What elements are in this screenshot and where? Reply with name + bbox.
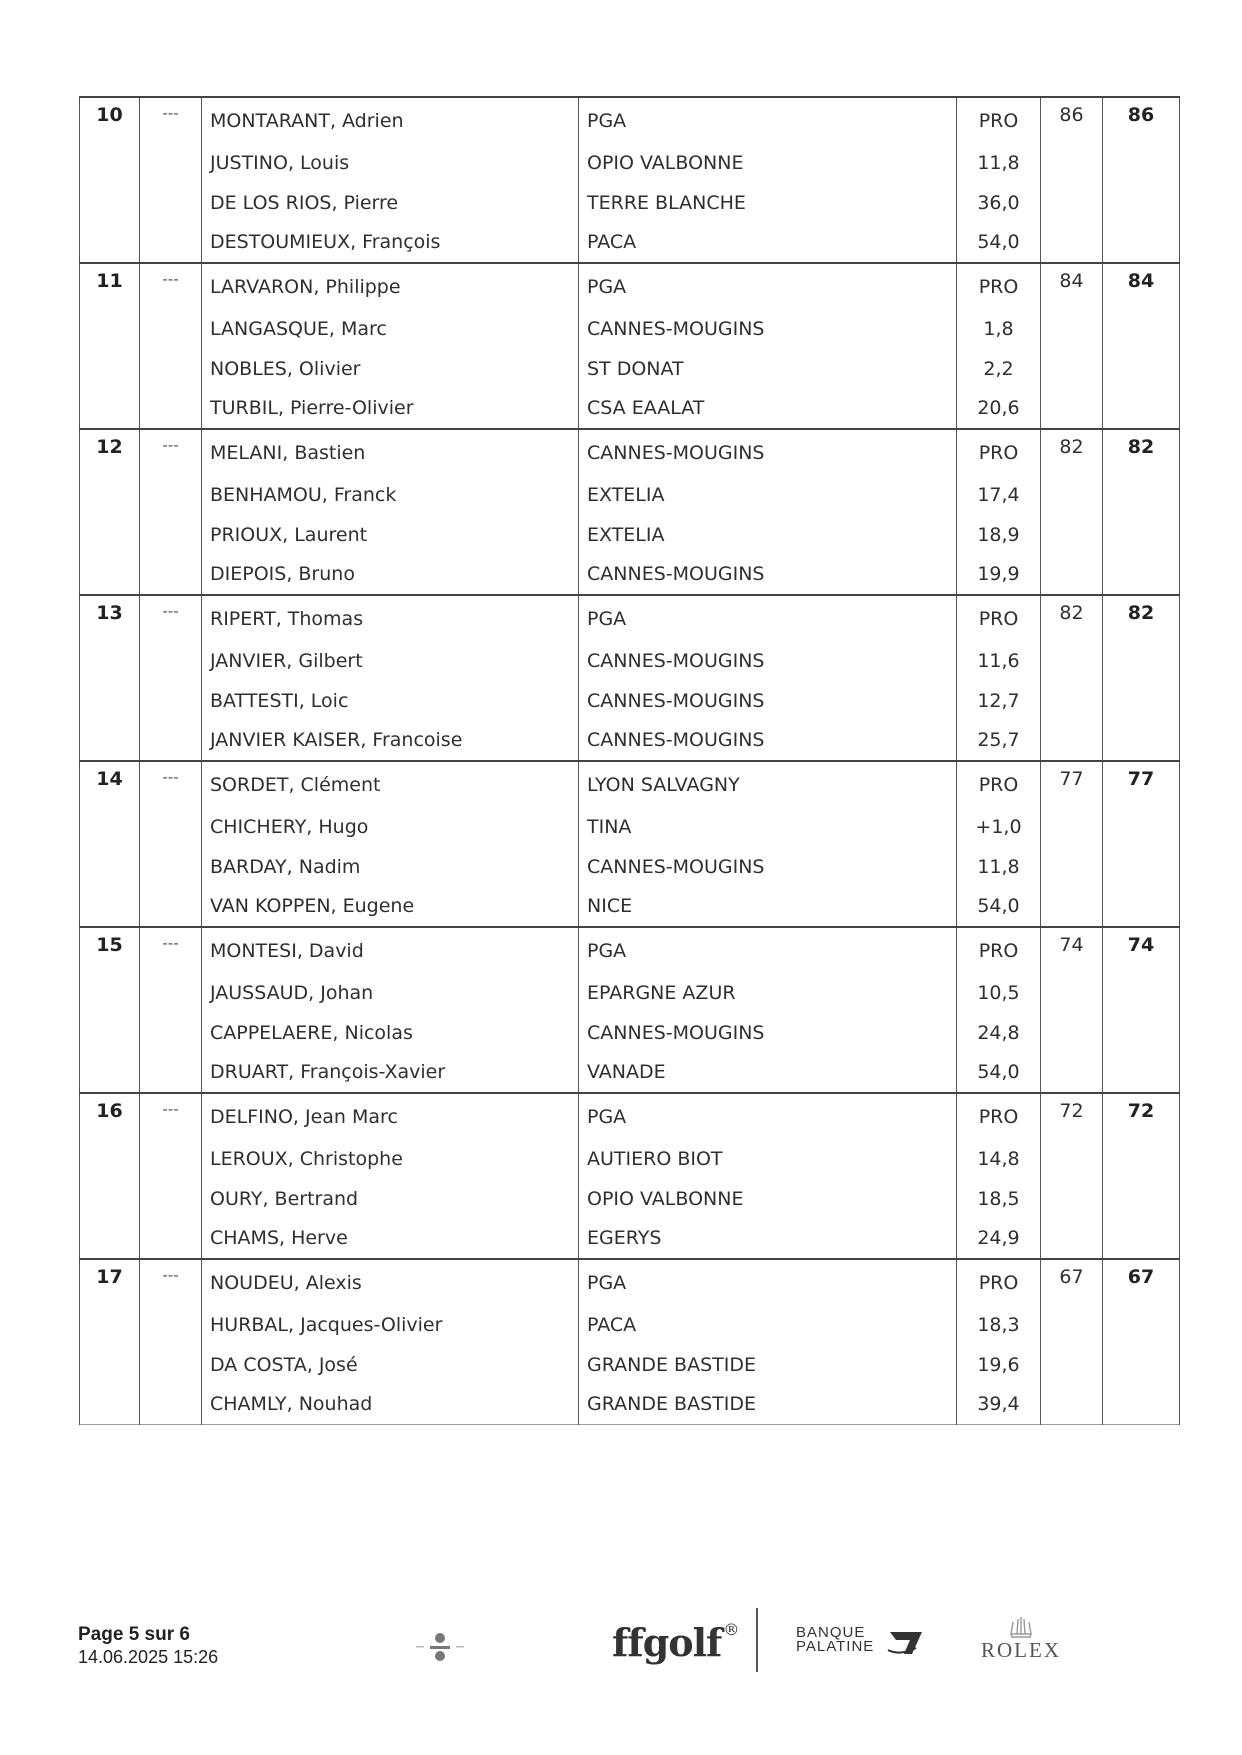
player-row <box>80 97 1180 144</box>
rank-mark <box>140 1345 202 1385</box>
player-name: JAUSSAUD, Johan <box>202 974 579 1014</box>
team-rank: 12 <box>80 429 140 476</box>
team-rank <box>80 721 140 762</box>
player-row <box>80 515 1180 555</box>
player-row <box>80 476 1180 516</box>
team-score: 82 <box>1041 595 1103 642</box>
player-row <box>80 1345 1180 1385</box>
player-row <box>80 429 1180 476</box>
rank-mark <box>140 1140 202 1180</box>
player-row <box>80 144 1180 184</box>
team-rank <box>80 555 140 596</box>
team-total <box>1103 144 1180 184</box>
player-row <box>80 223 1180 264</box>
rank-mark: --- <box>140 263 202 310</box>
player-index: 54,0 <box>957 887 1041 928</box>
rolex-logo <box>976 1616 1066 1663</box>
rank-mark <box>140 1013 202 1053</box>
player-index: 24,9 <box>957 1219 1041 1260</box>
player-row <box>80 349 1180 389</box>
rolex-crown-icon <box>1008 1616 1034 1638</box>
team-total: 86 <box>1103 97 1180 144</box>
team-total: 72 <box>1103 1093 1180 1140</box>
player-name: JANVIER KAISER, Francoise <box>202 721 579 762</box>
rank-mark <box>140 310 202 350</box>
player-club: AUTIERO BIOT <box>579 1140 957 1180</box>
player-club: CANNES-MOUGINS <box>579 1013 957 1053</box>
player-name: OURY, Bertrand <box>202 1179 579 1219</box>
player-name: MONTARANT, Adrien <box>202 97 579 144</box>
player-index: 18,9 <box>957 515 1041 555</box>
team-score: 84 <box>1041 263 1103 310</box>
rank-mark <box>140 1385 202 1425</box>
player-index: 20,6 <box>957 389 1041 430</box>
team-total <box>1103 681 1180 721</box>
player-index: 36,0 <box>957 183 1041 223</box>
player-name: NOBLES, Olivier <box>202 349 579 389</box>
player-name: RIPERT, Thomas <box>202 595 579 642</box>
team-rank <box>80 808 140 848</box>
player-club: ST DONAT <box>579 349 957 389</box>
team-group <box>80 595 1180 761</box>
player-club: CSA EAALAT <box>579 389 957 430</box>
player-index: 12,7 <box>957 681 1041 721</box>
player-name: DELFINO, Jean Marc <box>202 1093 579 1140</box>
player-club: TERRE BLANCHE <box>579 183 957 223</box>
player-index: PRO <box>957 761 1041 808</box>
team-total: 74 <box>1103 927 1180 974</box>
page-number: Page 5 sur 6 <box>78 1624 190 1645</box>
team-total <box>1103 389 1180 430</box>
player-row <box>80 1093 1180 1140</box>
player-index: +1,0 <box>957 808 1041 848</box>
player-name: BATTESTI, Loic <box>202 681 579 721</box>
team-score <box>1041 887 1103 928</box>
team-rank <box>80 887 140 928</box>
player-club: PGA <box>579 263 957 310</box>
player-row <box>80 1259 1180 1306</box>
team-score <box>1041 681 1103 721</box>
team-total <box>1103 349 1180 389</box>
player-row <box>80 721 1180 762</box>
rank-mark: --- <box>140 927 202 974</box>
team-rank: 17 <box>80 1259 140 1306</box>
player-club: LYON SALVAGNY <box>579 761 957 808</box>
player-name: CHAMS, Herve <box>202 1219 579 1260</box>
team-rank <box>80 223 140 264</box>
player-row <box>80 681 1180 721</box>
print-timestamp: 14.06.2025 15:26 <box>78 1647 219 1667</box>
rank-mark <box>140 1053 202 1094</box>
team-rank <box>80 1053 140 1094</box>
rank-mark <box>140 1179 202 1219</box>
player-name: LEROUX, Christophe <box>202 1140 579 1180</box>
team-rank <box>80 681 140 721</box>
team-group <box>80 1259 1180 1425</box>
team-score: 72 <box>1041 1093 1103 1140</box>
player-name: VAN KOPPEN, Eugene <box>202 887 579 928</box>
player-row <box>80 310 1180 350</box>
player-name: BENHAMOU, Franck <box>202 476 579 516</box>
rank-mark <box>140 555 202 596</box>
team-score <box>1041 1179 1103 1219</box>
player-index: 18,3 <box>957 1306 1041 1346</box>
team-total <box>1103 1179 1180 1219</box>
player-index: PRO <box>957 1093 1041 1140</box>
team-score <box>1041 1385 1103 1425</box>
player-row <box>80 263 1180 310</box>
player-club: NICE <box>579 887 957 928</box>
results-table <box>79 96 1180 1425</box>
team-rank <box>80 1385 140 1425</box>
team-group <box>80 263 1180 429</box>
player-index: 54,0 <box>957 223 1041 264</box>
team-total <box>1103 974 1180 1014</box>
player-name: JANVIER, Gilbert <box>202 642 579 682</box>
team-rank <box>80 847 140 887</box>
player-index: 14,8 <box>957 1140 1041 1180</box>
team-score <box>1041 1140 1103 1180</box>
player-index: PRO <box>957 595 1041 642</box>
team-group <box>80 1093 1180 1259</box>
player-row <box>80 1306 1180 1346</box>
team-rank: 14 <box>80 761 140 808</box>
player-row <box>80 887 1180 928</box>
team-score <box>1041 476 1103 516</box>
rank-mark <box>140 223 202 264</box>
rank-mark <box>140 721 202 762</box>
team-total <box>1103 555 1180 596</box>
player-row <box>80 642 1180 682</box>
team-total <box>1103 515 1180 555</box>
team-total: 67 <box>1103 1259 1180 1306</box>
rank-mark <box>140 974 202 1014</box>
player-name: CAPPELAERE, Nicolas <box>202 1013 579 1053</box>
team-rank <box>80 515 140 555</box>
player-row <box>80 555 1180 596</box>
player-index: 17,4 <box>957 476 1041 516</box>
player-club: TINA <box>579 808 957 848</box>
player-index: PRO <box>957 97 1041 144</box>
player-club: PGA <box>579 595 957 642</box>
player-index: 19,9 <box>957 555 1041 596</box>
rank-mark <box>140 349 202 389</box>
team-total <box>1103 1385 1180 1425</box>
rank-mark: --- <box>140 97 202 144</box>
player-club: OPIO VALBONNE <box>579 1179 957 1219</box>
rank-mark: --- <box>140 1259 202 1306</box>
rank-mark <box>140 144 202 184</box>
team-score <box>1041 389 1103 430</box>
palatine-wordmark: BANQUE PALATINE <box>796 1624 875 1655</box>
team-score <box>1041 974 1103 1014</box>
footer-divider <box>756 1608 758 1672</box>
team-rank <box>80 476 140 516</box>
team-score <box>1041 555 1103 596</box>
team-score <box>1041 1013 1103 1053</box>
player-name: CHAMLY, Nouhad <box>202 1385 579 1425</box>
player-index: 19,6 <box>957 1345 1041 1385</box>
player-row <box>80 1385 1180 1425</box>
player-name: CHICHERY, Hugo <box>202 808 579 848</box>
team-score <box>1041 349 1103 389</box>
player-club: CANNES-MOUGINS <box>579 721 957 762</box>
player-name: DA COSTA, José <box>202 1345 579 1385</box>
player-index: 54,0 <box>957 1053 1041 1094</box>
player-index: 10,5 <box>957 974 1041 1014</box>
team-rank: 13 <box>80 595 140 642</box>
team-score <box>1041 1053 1103 1094</box>
player-index: 11,6 <box>957 642 1041 682</box>
player-club: CANNES-MOUGINS <box>579 681 957 721</box>
player-index: 2,2 <box>957 349 1041 389</box>
player-row <box>80 927 1180 974</box>
team-total <box>1103 310 1180 350</box>
team-total <box>1103 1345 1180 1385</box>
team-group <box>80 927 1180 1093</box>
rank-mark <box>140 847 202 887</box>
team-total <box>1103 183 1180 223</box>
player-name: JUSTINO, Louis <box>202 144 579 184</box>
player-club: PACA <box>579 223 957 264</box>
rank-mark <box>140 808 202 848</box>
team-total <box>1103 1140 1180 1180</box>
player-name: HURBAL, Jacques-Olivier <box>202 1306 579 1346</box>
team-rank <box>80 1345 140 1385</box>
rank-mark <box>140 476 202 516</box>
team-rank: 15 <box>80 927 140 974</box>
rank-mark <box>140 642 202 682</box>
player-club: CANNES-MOUGINS <box>579 847 957 887</box>
team-score <box>1041 515 1103 555</box>
player-index: 24,8 <box>957 1013 1041 1053</box>
player-index: 11,8 <box>957 144 1041 184</box>
player-name: DE LOS RIOS, Pierre <box>202 183 579 223</box>
team-rank <box>80 310 140 350</box>
team-total: 77 <box>1103 761 1180 808</box>
player-club: GRANDE BASTIDE <box>579 1345 957 1385</box>
team-score: 67 <box>1041 1259 1103 1306</box>
player-name: PRIOUX, Laurent <box>202 515 579 555</box>
rank-mark <box>140 1219 202 1260</box>
team-total <box>1103 721 1180 762</box>
player-name: TURBIL, Pierre-Olivier <box>202 389 579 430</box>
player-name: DIEPOIS, Bruno <box>202 555 579 596</box>
player-name: DESTOUMIEUX, François <box>202 223 579 264</box>
player-row <box>80 595 1180 642</box>
player-row <box>80 847 1180 887</box>
player-index: PRO <box>957 263 1041 310</box>
team-rank: 10 <box>80 97 140 144</box>
team-score <box>1041 847 1103 887</box>
player-index: PRO <box>957 429 1041 476</box>
player-name: SORDET, Clément <box>202 761 579 808</box>
player-club: CANNES-MOUGINS <box>579 310 957 350</box>
ffgolf-logo: ffgolf ® <box>612 1620 739 1665</box>
player-name: DRUART, François-Xavier <box>202 1053 579 1094</box>
team-total <box>1103 1306 1180 1346</box>
team-total <box>1103 847 1180 887</box>
player-index: 1,8 <box>957 310 1041 350</box>
team-group <box>80 97 1180 263</box>
team-score <box>1041 1345 1103 1385</box>
player-club: GRANDE BASTIDE <box>579 1385 957 1425</box>
rank-mark <box>140 681 202 721</box>
team-rank <box>80 642 140 682</box>
player-row <box>80 1179 1180 1219</box>
team-score <box>1041 310 1103 350</box>
rank-mark: --- <box>140 761 202 808</box>
player-name: LARVARON, Philippe <box>202 263 579 310</box>
player-row <box>80 974 1180 1014</box>
rolex-wordmark: ROLEX <box>981 1638 1061 1662</box>
player-club: EPARGNE AZUR <box>579 974 957 1014</box>
player-club: EXTELIA <box>579 476 957 516</box>
player-club: VANADE <box>579 1053 957 1094</box>
team-rank: 16 <box>80 1093 140 1140</box>
rank-mark <box>140 515 202 555</box>
player-row <box>80 1140 1180 1180</box>
player-index: 11,8 <box>957 847 1041 887</box>
player-club: CANNES-MOUGINS <box>579 429 957 476</box>
team-score: 74 <box>1041 927 1103 974</box>
player-club: CANNES-MOUGINS <box>579 642 957 682</box>
team-total <box>1103 1053 1180 1094</box>
player-index: 18,5 <box>957 1179 1041 1219</box>
player-row <box>80 1013 1180 1053</box>
rank-mark: --- <box>140 429 202 476</box>
team-score: 77 <box>1041 761 1103 808</box>
team-score: 82 <box>1041 429 1103 476</box>
player-row <box>80 808 1180 848</box>
page-footer <box>78 1624 218 1668</box>
team-rank <box>80 1179 140 1219</box>
rank-mark <box>140 389 202 430</box>
rank-mark: --- <box>140 1093 202 1140</box>
team-score <box>1041 223 1103 264</box>
player-row <box>80 1053 1180 1094</box>
player-club: PGA <box>579 97 957 144</box>
player-club: PGA <box>579 927 957 974</box>
rank-mark <box>140 1306 202 1346</box>
player-club: PACA <box>579 1306 957 1346</box>
player-index: PRO <box>957 927 1041 974</box>
team-group <box>80 761 1180 927</box>
player-row <box>80 389 1180 430</box>
team-total: 82 <box>1103 595 1180 642</box>
team-rank <box>80 1013 140 1053</box>
player-club: CANNES-MOUGINS <box>579 555 957 596</box>
player-row <box>80 1219 1180 1260</box>
team-total: 84 <box>1103 263 1180 310</box>
team-score <box>1041 1219 1103 1260</box>
player-row <box>80 183 1180 223</box>
player-name: BARDAY, Nadim <box>202 847 579 887</box>
team-total <box>1103 476 1180 516</box>
team-score <box>1041 144 1103 184</box>
team-rank <box>80 1219 140 1260</box>
team-rank <box>80 1306 140 1346</box>
player-name: MONTESI, David <box>202 927 579 974</box>
seal-icon <box>412 1626 468 1672</box>
team-rank <box>80 349 140 389</box>
player-row <box>80 761 1180 808</box>
player-club: PGA <box>579 1093 957 1140</box>
team-score: 86 <box>1041 97 1103 144</box>
rank-mark <box>140 887 202 928</box>
palatine-logo <box>796 1626 928 1666</box>
player-name: LANGASQUE, Marc <box>202 310 579 350</box>
team-total <box>1103 1219 1180 1260</box>
rank-mark: --- <box>140 595 202 642</box>
team-rank <box>80 974 140 1014</box>
player-club: PGA <box>579 1259 957 1306</box>
team-rank <box>80 144 140 184</box>
team-total <box>1103 642 1180 682</box>
player-index: 25,7 <box>957 721 1041 762</box>
player-club: EXTELIA <box>579 515 957 555</box>
team-score <box>1041 1306 1103 1346</box>
team-score <box>1041 808 1103 848</box>
team-rank: 11 <box>80 263 140 310</box>
team-rank <box>80 1140 140 1180</box>
palatine-mark-icon <box>886 1628 926 1658</box>
team-total <box>1103 808 1180 848</box>
team-group <box>80 429 1180 595</box>
player-name: NOUDEU, Alexis <box>202 1259 579 1306</box>
player-club: OPIO VALBONNE <box>579 144 957 184</box>
team-score <box>1041 183 1103 223</box>
team-score <box>1041 721 1103 762</box>
team-total <box>1103 1013 1180 1053</box>
team-score <box>1041 642 1103 682</box>
player-name: MELANI, Bastien <box>202 429 579 476</box>
rank-mark <box>140 183 202 223</box>
team-total: 82 <box>1103 429 1180 476</box>
team-total <box>1103 887 1180 928</box>
player-index: 39,4 <box>957 1385 1041 1425</box>
team-rank <box>80 183 140 223</box>
player-index: PRO <box>957 1259 1041 1306</box>
team-rank <box>80 389 140 430</box>
team-total <box>1103 223 1180 264</box>
player-club: EGERYS <box>579 1219 957 1260</box>
